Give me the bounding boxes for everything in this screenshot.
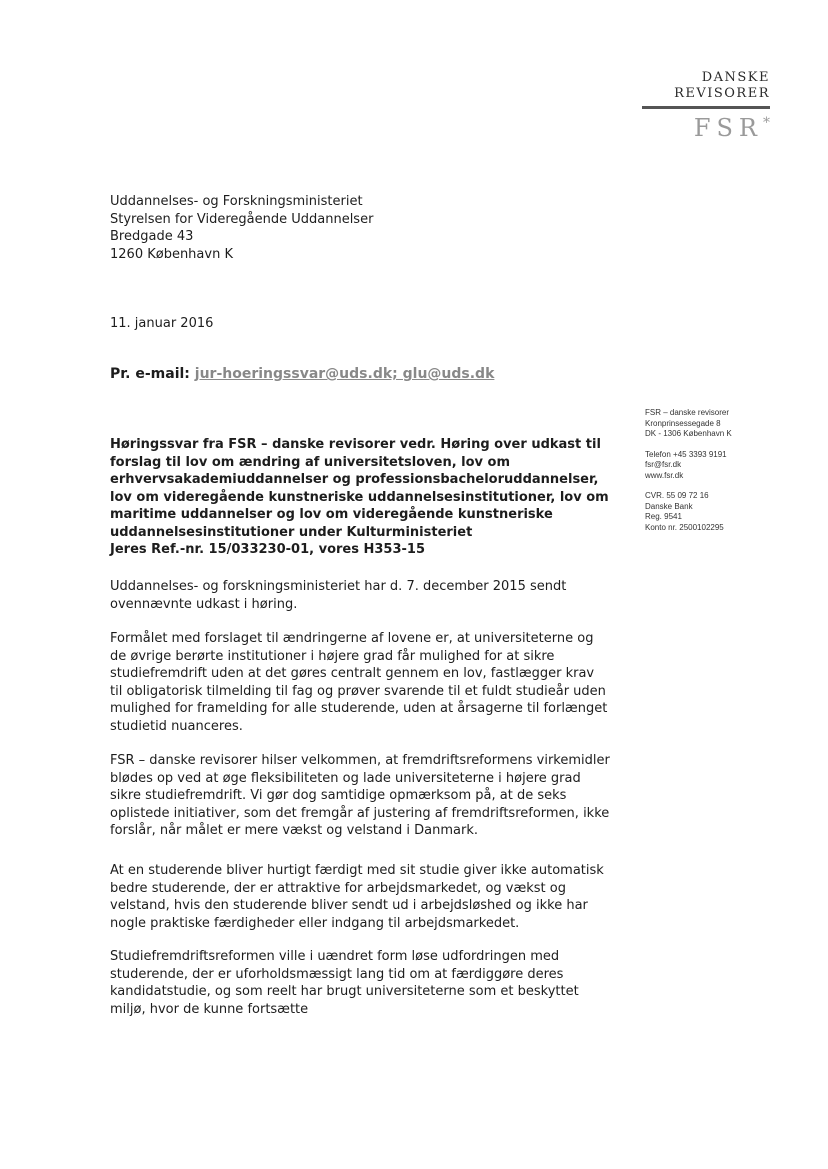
sender-street: Kronprinsessegade 8 xyxy=(645,418,721,428)
logo-line-revisorer: REVISORER xyxy=(674,86,770,101)
recipient-address xyxy=(110,193,373,263)
sender-account: Konto nr. 2500102295 xyxy=(645,522,724,532)
sender-bank: Danske Bank xyxy=(645,501,693,511)
sender-cvr: CVR. 55 09 72 16 xyxy=(645,491,709,500)
fsr-logo xyxy=(630,70,770,140)
body-paragraph-4: At en studerende bliver hurtigt færdigt med sit studie giver ikke automatisk bedre studerende, der er attraktive for arbejdsmarkedet, og vækst og velstand, hvis den studerende bliver sendt ud i arbejdsløshed og ikke har nogle praktiske færdigheder eller indgang til arbejdsmarkedet. xyxy=(110,863,604,931)
recipient-line-2: Styrelsen for Videregående Uddannelser xyxy=(110,211,374,227)
letter-subject xyxy=(110,436,610,559)
sender-info xyxy=(645,408,732,533)
recipient-line-4: 1260 København K xyxy=(110,246,233,262)
recipient-line-1: Uddannelses- og Forskningsministeriet xyxy=(110,194,363,209)
sender-web: www.fsr.dk xyxy=(645,470,684,480)
logo-rule xyxy=(642,106,770,109)
sender-city: DK - 1306 København K xyxy=(645,429,732,438)
letter-date: 11. januar 2016 xyxy=(110,316,214,331)
logo-line-danske: DANSKE xyxy=(701,70,770,85)
body-paragraph-5: Studiefremdriftsreformen ville i uændret form løse udfordringen med studerende, der er uforholdsmæssigt lang tid om at færdiggøre deres kandidatstudie, og som reelt har brugt universiteterne som et beskyttet miljø, hvor de kunne fortsætte xyxy=(110,949,579,1017)
logo-mark-text: FSR xyxy=(693,114,763,142)
body-paragraph-2: Formålet med forslaget til ændringerne af lovene er, at universiteterne og de øvrige berørte institutioner i højere grad får mulighed for at sikre studiefremdrift uden at det gøres centralt gennem en lov, fastlægger krav til obligatorisk tilmelding til fag og prøver svarende til et fuldt studieår uden mulighed for framelding for alle studerende, uden at årsagerne til forlænget studietid nuanceres. xyxy=(110,631,608,734)
sender-reg: Reg. 9541 xyxy=(645,512,682,521)
subject-reference: Jeres Ref.-nr. 15/033230-01, vores H353-15 xyxy=(110,542,425,557)
email-label: Pr. e-mail: xyxy=(110,366,190,382)
logo-mark xyxy=(630,111,770,140)
logo-star: * xyxy=(763,115,770,131)
sender-phone: Telefon +45 3393 9191 xyxy=(645,449,727,459)
sender-name: FSR – danske revisorer xyxy=(645,408,730,417)
body-paragraph-3: FSR – danske revisorer hilser velkommen, at fremdriftsreformens virkemidler blødes op ved at øge fleksibiliteten og lade universiteterne i højere grad sikre studiefremdrift. Vi gør dog samtidige opmærksom på, at de seks oplistede initiativer, som det fremgår af justering af fremdriftsreformen, ikke forslår, når målet er mere vækst og velstand i Danmark. xyxy=(110,753,610,839)
subject-text: Høringssvar fra FSR – danske revisorer vedr. Høring over udkast til forslag til lov om ændring af universitetsloven, lov om erhvervsakademiuddannelser og professionsbacheloruddannelser, lov om videregående kunstneriske uddannelsesinstitutioner, lov om maritime uddannelser og lov om videregående kunstneriske uddannelsesinstitutioner under Kulturministeriet xyxy=(110,437,609,540)
sender-mail: fsr@fsr.dk xyxy=(645,460,682,469)
email-addresses-link[interactable]: jur-hoeringssvar@uds.dk; glu@uds.dk xyxy=(194,366,495,382)
recipient-line-3: Bredgade 43 xyxy=(110,229,194,244)
body-paragraph-1: Uddannelses- og forskningsministeriet har d. 7. december 2015 sendt ovennævnte udkast i høring. xyxy=(110,579,567,612)
email-line xyxy=(110,366,494,382)
